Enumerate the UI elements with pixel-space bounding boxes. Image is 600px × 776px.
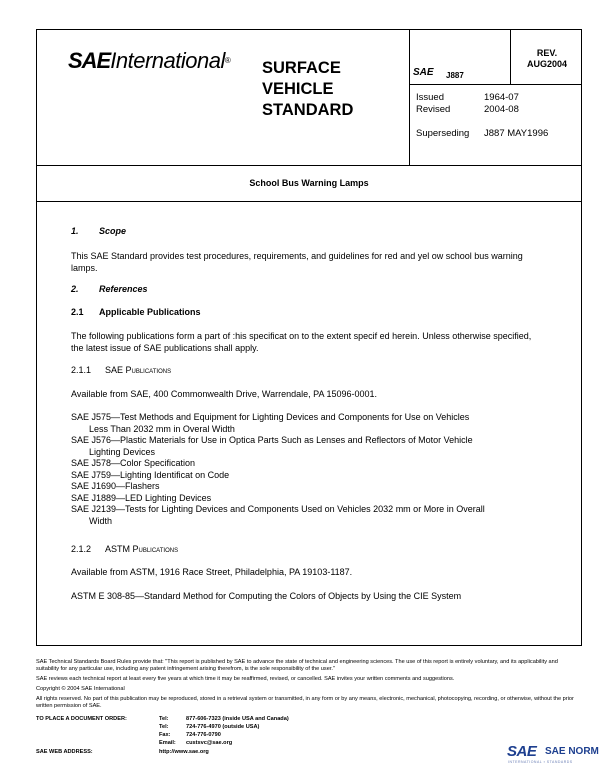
- reference-item: SAE J1889—LED Lighting Devices: [71, 492, 212, 503]
- sae-publications-heading: SAE Publications: [105, 365, 172, 375]
- astm-availability: Available from ASTM, 1916 Race Street, Philadelphia, PA 19103-1187.: [71, 567, 353, 577]
- astm-reference: ASTM E 308-85—Standard Method for Computing the Colors of Objects by Using the CIE System: [71, 591, 462, 601]
- reference-item: [71, 412, 531, 435]
- revised-value: 2004-08: [484, 104, 519, 115]
- sae-norm-subtitle: INTERNATIONAL ▪ STANDARDS: [508, 760, 573, 764]
- document-number: J887: [446, 71, 464, 80]
- header-divider-3: [409, 84, 582, 85]
- issued-label: Issued: [416, 92, 444, 103]
- reference-continuation: Lighting Devices: [89, 446, 156, 457]
- section-number: 2.1.1: [71, 365, 92, 375]
- issued-value: 1964-07: [484, 92, 519, 103]
- header-bottom-line: [36, 165, 582, 166]
- reference-line: SAE J576—Plastic Materials for Use in Optica Parts Such as Lenses and Reflectors of Motor Vehicle: [71, 435, 473, 445]
- superseding-label: Superseding: [416, 128, 470, 139]
- rev-label: REV.: [536, 48, 558, 58]
- rev-date: AUG2004: [526, 59, 568, 69]
- section-number: 1.: [71, 226, 79, 236]
- section-number: 2.1: [71, 307, 84, 317]
- small-sae-logo: SAE: [413, 67, 434, 78]
- web-label: SAE WEB ADDRESS:: [36, 749, 93, 755]
- standard-type-line: VEHICLE: [262, 80, 334, 98]
- web-address-link[interactable]: http://www.sae.org: [159, 749, 209, 755]
- reference-item: SAE J578—Color Specification: [71, 458, 196, 468]
- tel2-label: Tel:: [159, 724, 169, 730]
- logo-registered-mark: ®: [224, 56, 231, 65]
- email-label: Email:: [159, 740, 176, 746]
- reference-item: SAE J1690—Flashers: [71, 481, 160, 491]
- tel-label: Tel:: [159, 716, 169, 722]
- reference-line: SAE J2139—Tests for Lighting Devices and Components Used on Vehicles 2032 mm or More in Overall: [71, 504, 485, 514]
- logo-sae: SAE: [68, 48, 111, 73]
- reference-item: SAE J759—Lighting Identificat on Code: [71, 469, 230, 480]
- reference-continuation: Width: [89, 515, 113, 526]
- section-number: 2.1.2: [71, 544, 92, 554]
- section-number: 2.: [71, 284, 79, 294]
- document-title: School Bus Warning Lamps: [249, 178, 369, 188]
- reference-line: SAE J575—Test Methods and Equipment for Lighting Devices and Components for Use on Vehicles: [71, 412, 470, 422]
- sae-norm-logo-icon: SAE: [507, 743, 537, 760]
- rights-notice: All rights reserved. No part of this publication may be reproduced, stored in a retrieval system or transmitted, in any form or by any means, electronic, mechanical, photocopying, recording, or otherwise, without the prior written permission of SAE.: [36, 696, 574, 710]
- applicable-publications-text: The following publications form a part of :his specificat on to the extent specif ed herein. Unless otherwise specified, the latest issue of SAE publications shall apply.: [71, 331, 532, 353]
- order-label: TO PLACE A DOCUMENT ORDER:: [36, 716, 127, 722]
- review-notice: SAE reviews each technical report at least every five years at which time it may be reaffirmed, revised, or cancelled. SAE invites your written comments and suggestions.: [36, 676, 455, 682]
- tel-value: 877-606-7323 (inside USA and Canada): [186, 716, 289, 722]
- sae-norm-watermark: SAE NORM: [545, 746, 599, 757]
- copyright-notice: Copyright © 2004 SAE International: [36, 686, 125, 692]
- standard-type: [262, 58, 353, 121]
- sae-international-logo: [68, 48, 230, 74]
- scope-heading: Scope: [99, 226, 127, 236]
- board-rules-notice: SAE Technical Standards Board Rules provide that: "This report is published by SAE to advance the state of technical and engineering sciences. The use of this report is entirely voluntary, and its applicability and suitability for any particular use, including any patent infringement arising therefrom, is the sole responsibility of the user.": [36, 659, 558, 673]
- astm-publications-heading: ASTM Publications: [105, 544, 179, 554]
- reference-item: [71, 435, 531, 458]
- reference-continuation: Less Than 2032 mm in Overal Width: [89, 423, 235, 434]
- header-divider-2: [510, 29, 511, 84]
- logo-international: International: [110, 48, 225, 73]
- references-heading: References: [99, 284, 148, 294]
- scope-text: This SAE Standard provides test procedures, requirements, and guidelines for red and yel ow school bus warning lamps.: [71, 251, 523, 273]
- title-bottom-line: [36, 201, 582, 202]
- sae-availability: Available from SAE, 400 Commonwealth Drive, Warrendale, PA 15096-0001.: [71, 389, 377, 399]
- tel2-value: 724-776-4970 (outside USA): [186, 724, 260, 730]
- standard-type-line: STANDARD: [262, 101, 354, 119]
- reference-item: [71, 504, 531, 527]
- standard-type-line: SURFACE: [262, 59, 341, 77]
- fax-value: 724-776-0790: [186, 732, 221, 738]
- revised-label: Revised: [416, 104, 451, 115]
- header-divider-1: [409, 29, 410, 165]
- fax-label: Fax:: [159, 732, 171, 738]
- email-value[interactable]: custsvc@sae.org: [186, 740, 233, 746]
- revision-box: [518, 48, 576, 70]
- applicable-publications-heading: Applicable Publications: [99, 307, 201, 317]
- sae-reference-list: [71, 412, 531, 527]
- superseding-value: J887 MAY1996: [484, 128, 549, 139]
